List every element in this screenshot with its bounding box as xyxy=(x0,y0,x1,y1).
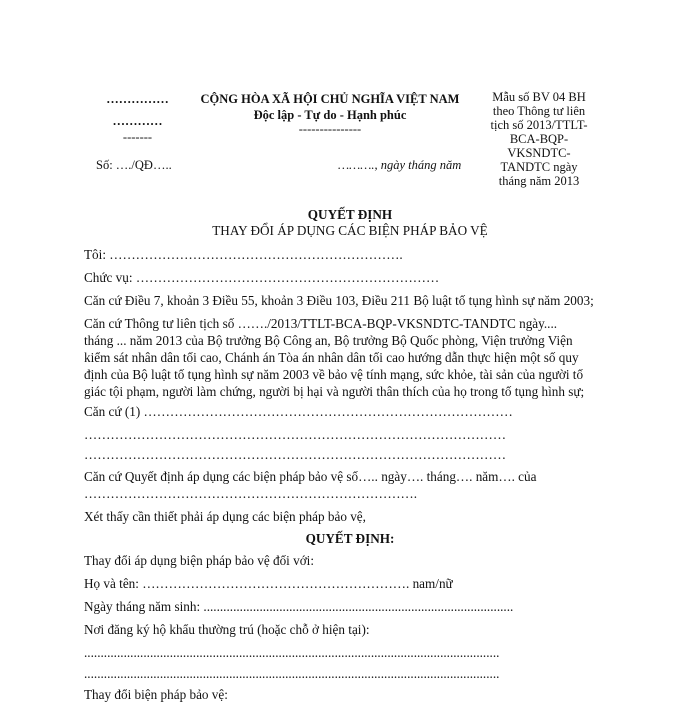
legal-basis-2 xyxy=(84,315,624,400)
legal-basis-3: Căn cứ (1) ………………………………………………………………………… xyxy=(84,404,513,419)
national-motto: Độc lập - Tự do - Hạnh phúc xyxy=(253,108,407,122)
change-subject-intro: Thay đổi áp dụng biện pháp bảo vệ đối với: xyxy=(84,553,315,568)
legal-basis-4-line: …………………………………………………………………. xyxy=(84,486,417,501)
residence-fill-line: .............................................................................................................................. xyxy=(84,666,500,681)
form-note-line: tháng năm 2013 xyxy=(498,174,580,188)
date-line: ………., ngày tháng năm xyxy=(338,158,462,172)
decision-heading: QUYẾT ĐỊNH: xyxy=(305,531,395,546)
agency-rule: ------- xyxy=(122,130,153,144)
residence-field: Nơi đăng ký hộ khẩu thường trú (hoặc chỗ ở hiện tại): xyxy=(84,622,370,637)
form-note-line: VKSNDTC- xyxy=(507,146,571,160)
form-note-line: TANDTC ngày xyxy=(500,160,578,174)
form-note-line: BCA-BQP- xyxy=(509,132,569,146)
legal-basis-2-line: giác tội phạm, người làm chứng, người bị hại và người thân thích của họ trong tố tụng hình sự; xyxy=(84,384,585,399)
legal-basis-2-line: tháng ... năm 2013 của Bộ trưởng Bộ Công an, Bộ trưởng Bộ Quốc phòng, Viện trưởng Viện xyxy=(84,333,573,348)
issuer-name-field: Tôi: …………………………………………………………. xyxy=(84,247,403,262)
legal-basis-2-line: Căn cứ Thông tư liên tịch số ……./2013/TTLT-BCA-BQP-VKSNDTC-TANDTC ngày.... xyxy=(84,316,558,331)
change-measure-field: Thay đổi biện pháp bảo vệ: xyxy=(84,687,228,702)
birth-date-field: Ngày tháng năm sinh: .............................................................................................. xyxy=(84,599,514,614)
document-title: QUYẾT ĐỊNH xyxy=(307,207,393,222)
agency-name-placeholder-1: …………… xyxy=(106,92,169,106)
legal-basis-4-line: Căn cứ Quyết định áp dụng các biện pháp bảo vệ số….. ngày…. tháng…. năm…. của xyxy=(84,469,537,484)
fill-in-line: …………………………………………………………………………………… xyxy=(84,447,506,462)
position-field: Chức vụ: …………………………………………………………… xyxy=(84,270,440,285)
fill-in-line: …………………………………………………………………………………… xyxy=(84,427,506,442)
motto-rule: --------------- xyxy=(298,122,362,136)
form-note-line: tịch số 2013/TTLT- xyxy=(490,118,588,132)
residence-fill-line: .............................................................................................................................. xyxy=(84,645,500,660)
form-number-note xyxy=(484,90,594,188)
decision-number: Số: …./QĐ….. xyxy=(96,158,172,172)
agency-name-placeholder-2: ………… xyxy=(112,114,163,128)
legal-basis-4 xyxy=(84,468,536,502)
form-note-line: Mẫu số BV 04 BH xyxy=(492,90,586,104)
form-note-line: theo Thông tư liên xyxy=(492,104,586,118)
republic-title: CỘNG HÒA XÃ HỘI CHỦ NGHĨA VIỆT NAM xyxy=(200,92,460,106)
legal-basis-2-line: định của Bộ luật tố tụng hình sự năm 2003 về bảo vệ tính mạng, sức khỏe, tài sản của người tố xyxy=(84,367,584,382)
full-name-field: Họ và tên: ……………………………………………………. nam/nữ xyxy=(84,576,453,591)
consideration-clause: Xét thấy cần thiết phải áp dụng các biện pháp bảo vệ, xyxy=(84,509,366,524)
legal-basis-1: Căn cứ Điều 7, khoản 3 Điều 55, khoản 3 Điều 103, Điều 211 Bộ luật tố tụng hình sự năm 2003; xyxy=(84,293,594,308)
legal-basis-2-line: kiểm sát nhân dân tối cao, Chánh án Tòa án nhân dân tối cao hướng dẫn thực hiện một số quy xyxy=(84,350,579,365)
document-subtitle: THAY ĐỔI ÁP DỤNG CÁC BIỆN PHÁP BẢO VỆ xyxy=(212,223,488,238)
